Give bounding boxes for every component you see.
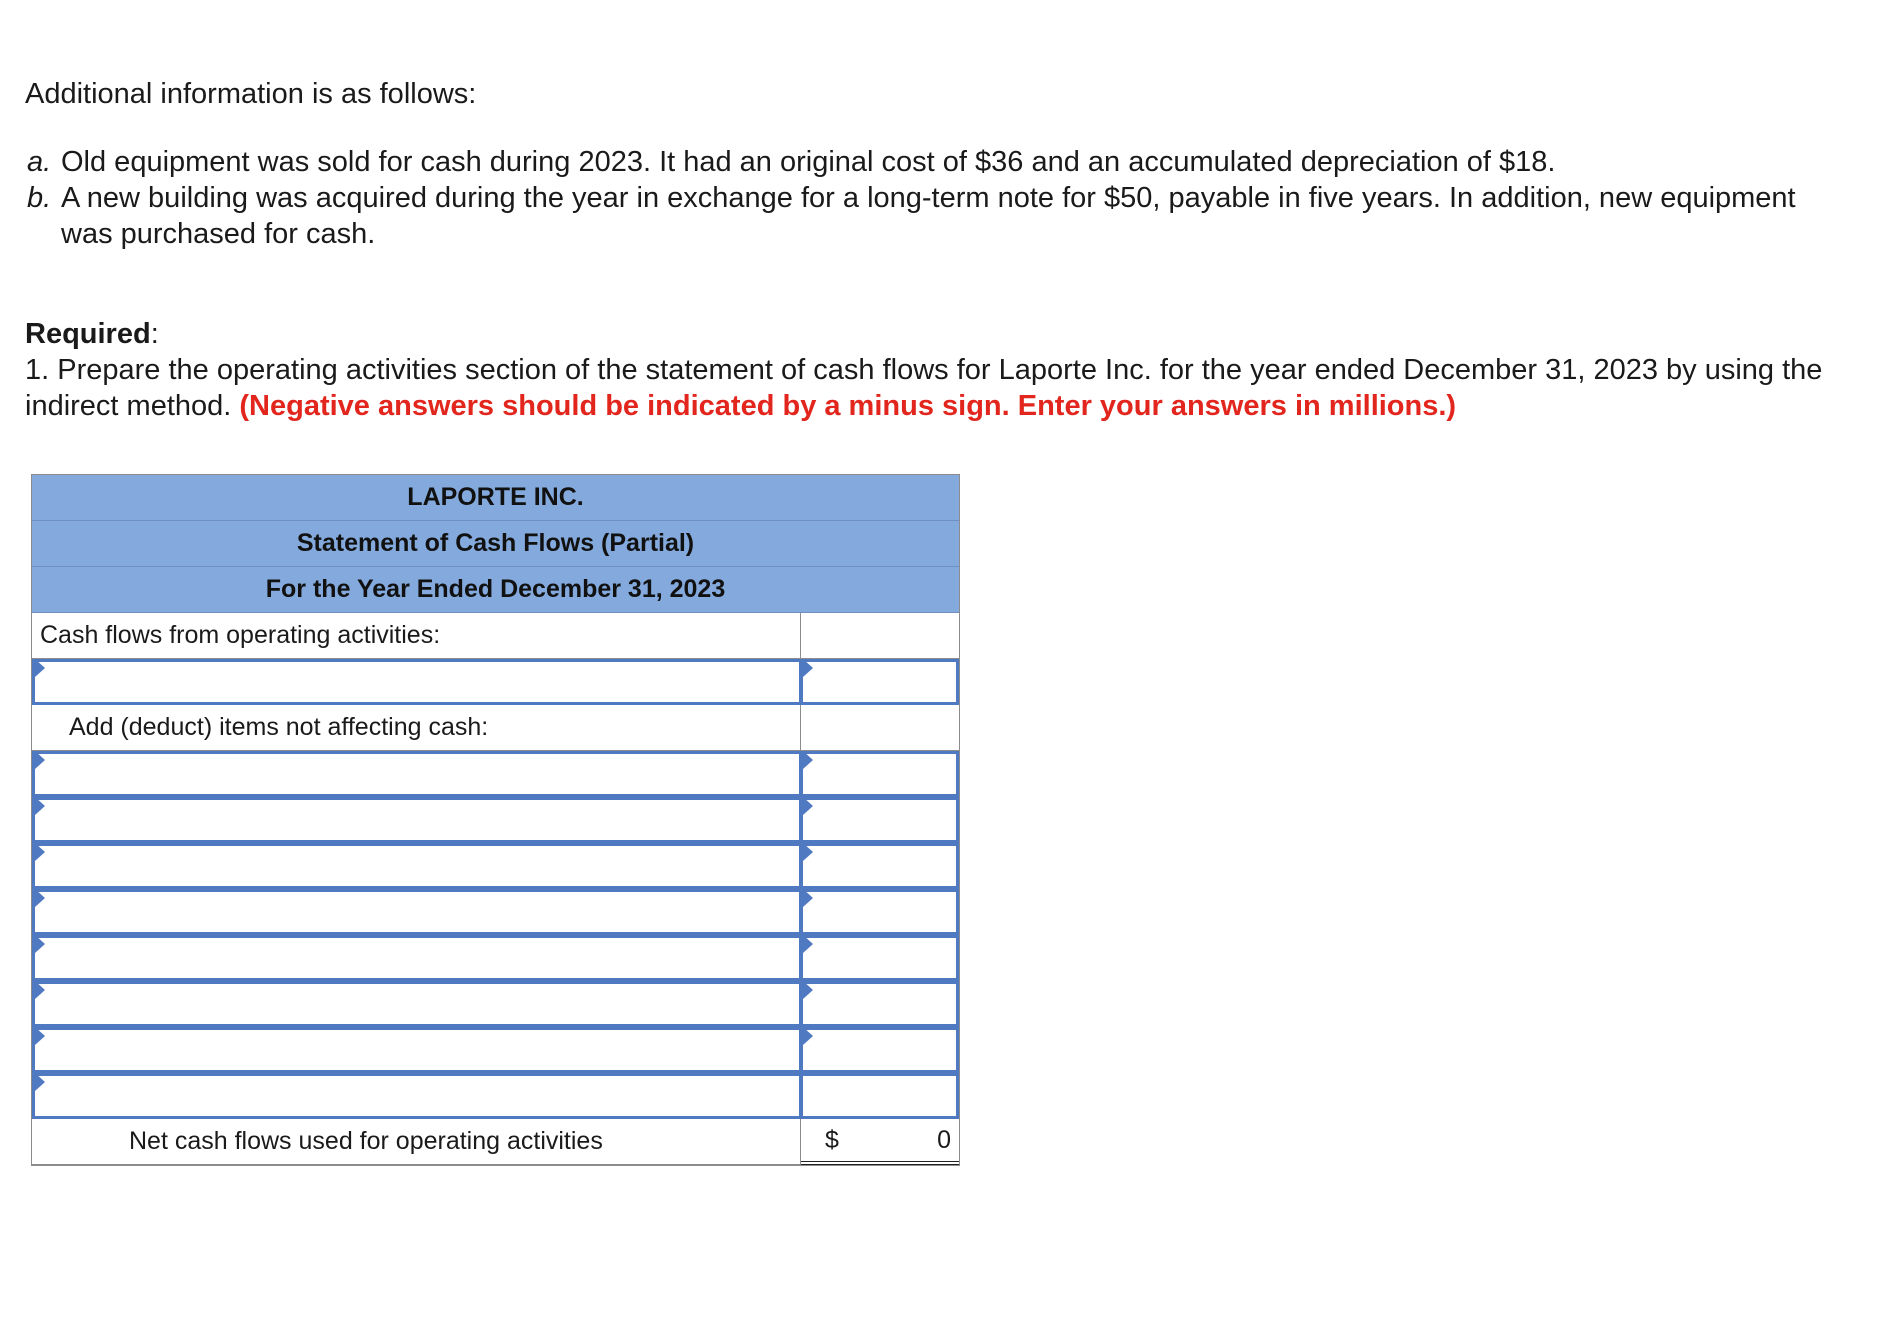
item-text: Old equipment was sold for cash during 2023. It had an original cost of $36 and an accumulated depreciation of $18.: [61, 146, 1556, 178]
label-input-cell: [32, 935, 801, 981]
total-row: [32, 1119, 959, 1165]
label-input-cell: [32, 659, 801, 705]
amount-input-cell: [801, 843, 959, 889]
item-letter: b.: [27, 182, 52, 214]
amount-input[interactable]: [803, 892, 956, 932]
cash-flow-worksheet: [31, 474, 960, 1166]
amount-input-cell: [801, 889, 959, 935]
label-input-cell: [32, 797, 801, 843]
label-input-cell: [32, 843, 801, 889]
label-input-cell: [32, 981, 801, 1027]
amount-input-cell: [801, 751, 959, 797]
list-item: [25, 144, 1845, 180]
statement-title: Statement of Cash Flows (Partial): [32, 521, 959, 567]
required-heading: Required: [25, 318, 151, 350]
amount-input-cell: [801, 659, 959, 705]
item-text: A new building was acquired during the year in exchange for a long-term note for $50, payable in five years. In addition, new equipment was purchased for cash.: [61, 182, 1796, 250]
input-row: [32, 1027, 959, 1073]
label-input[interactable]: [35, 892, 799, 932]
label-input-cell: [32, 889, 801, 935]
section-label: Cash flows from operating activities:: [32, 613, 801, 659]
amount-input[interactable]: [803, 1076, 956, 1116]
required-section: [25, 316, 1855, 424]
adjustments-label: Add (deduct) items not affecting cash:: [32, 705, 801, 751]
label-input[interactable]: [35, 984, 799, 1024]
amount-input[interactable]: [803, 846, 956, 886]
input-row: [32, 797, 959, 843]
input-row: [32, 659, 959, 705]
statement-period: For the Year Ended December 31, 2023: [32, 567, 959, 613]
total-label: Net cash flows used for operating activities: [32, 1119, 801, 1165]
amount-input-cell: [801, 935, 959, 981]
section-row: [32, 613, 959, 659]
label-input[interactable]: [35, 1030, 799, 1070]
label-input-cell: [32, 1027, 801, 1073]
input-row: [32, 843, 959, 889]
label-input[interactable]: [35, 1076, 799, 1116]
label-input-cell: [32, 751, 801, 797]
input-row: [32, 935, 959, 981]
amount-input-cell: [801, 1027, 959, 1073]
amount-input[interactable]: [803, 662, 956, 702]
label-input[interactable]: [35, 754, 799, 794]
amount-input[interactable]: [803, 984, 956, 1024]
amount-input[interactable]: [803, 800, 956, 840]
input-row: [32, 751, 959, 797]
company-name: LAPORTE INC.: [32, 475, 959, 521]
instruction-note: (Negative answers should be indicated by a minus sign. Enter your answers in millions.): [239, 390, 1457, 422]
total-amount-cell: [801, 1119, 959, 1165]
label-input[interactable]: [35, 662, 799, 702]
instruction-text: 1. Prepare the operating activities section of the statement of cash flows for Laporte Inc. for the year ended December 31, 2023 by using the indirect method.: [25, 354, 1823, 422]
label-input[interactable]: [35, 938, 799, 978]
item-letter: a.: [27, 146, 52, 178]
amount-input[interactable]: [803, 754, 956, 794]
label-input-cell: [32, 1073, 801, 1119]
label-input[interactable]: [35, 846, 799, 886]
input-row: [32, 889, 959, 935]
amount-cell-empty: [801, 613, 959, 659]
amount-input[interactable]: [803, 938, 956, 978]
total-value: 0: [937, 1125, 951, 1154]
intro-text: Additional information is as follows:: [25, 78, 477, 110]
amount-cell-empty: [801, 705, 959, 751]
amount-input-cell: [801, 981, 959, 1027]
additional-info-list: [25, 144, 1845, 252]
input-row: [32, 981, 959, 1027]
amount-input-cell: [801, 797, 959, 843]
input-row: [32, 1073, 959, 1119]
required-heading-line: [25, 316, 1855, 352]
adjustments-row: [32, 705, 959, 751]
required-colon: :: [150, 318, 159, 350]
label-input[interactable]: [35, 800, 799, 840]
amount-input-cell: [801, 1073, 959, 1119]
required-instruction: [25, 352, 1855, 424]
list-item: [25, 180, 1845, 252]
amount-input[interactable]: [803, 1030, 956, 1070]
currency-symbol: $: [825, 1125, 839, 1154]
